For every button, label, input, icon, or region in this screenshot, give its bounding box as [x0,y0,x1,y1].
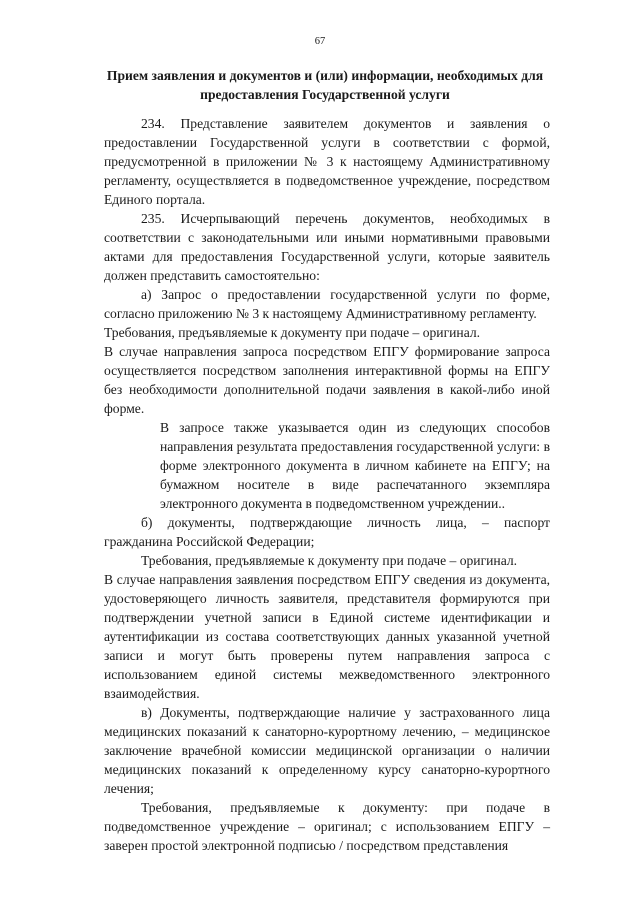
result-delivery-note: В запросе также указывается один из следующих способов направления результата предоставления государственной услуги: в форме электронного документа в личном кабинете на ЕПГУ; на бумажном носителе в виде распечатанного экземпляра электронного документа в подведомственном учреждении.. [160,420,550,511]
item-a: а) Запрос о предоставлении государственной услуги по форме, согласно приложению № 3 к настоящему Административному регламенту. [104,287,550,321]
requirement-a: Требования, предъявляемые к документу при подаче – оригинал. [104,325,481,340]
item-b: б) документы, подтверждающие личность лица, – паспорт гражданина Российской Федерации; [104,515,550,549]
paragraph-234: 234. Представление заявителем документов и заявления о предоставлении Государственной услуги в соответствии с формой, предусмотренной в приложении № 3 к настоящему Административному регламенту, осуществляется в подведомственное учреждение, посредством Единого портала. [104,116,550,207]
document-body [104,114,550,855]
requirement-v: Требования, предъявляемые к документу: при подаче в подведомственное учреждение – оригинал; с использованием ЕПГУ – заверен простой электронной подписью / посредством представления [104,800,550,853]
paragraph-235: 235. Исчерпывающий перечень документов, необходимых в соответствии с законодательными или иными нормативными правовыми актами для предоставления Государственной услуги, которые заявитель должен представить самостоятельно: [104,211,550,283]
page-number: 67 [314,36,326,47]
requirement-b: Требования, предъявляемые к документу при подаче – оригинал. [141,553,518,568]
epgu-request-note: В случае направления запроса посредством ЕПГУ формирование запроса осуществляется посредством заполнения интерактивной формы на ЕПГУ без необходимости дополнительной подачи заявления в какой-либо иной форме. [104,344,550,416]
section-title: Прием заявления и документов и (или) информации, необходимых для предоставления Государственной услуги [106,68,544,102]
epgu-identity-note: В случае направления заявления посредством ЕПГУ сведения из документа, удостоверяющего личность заявителя, представителя формируются при подтверждении учетной записи в Единой системе идентификации и аутентификации из состава соответствующих данных указанной учетной записи и могут быть проверены путем направления запроса с использованием единой системы межведомственного электронного взаимодействия. [104,572,550,701]
item-v: в) Документы, подтверждающие наличие у застрахованного лица медицинских показаний к санаторно-курортному лечению, – медицинское заключение врачебной комиссии медицинской организации о наличии медицинских показаний к определенному курсу санаторно-курортного лечения; [104,705,550,796]
